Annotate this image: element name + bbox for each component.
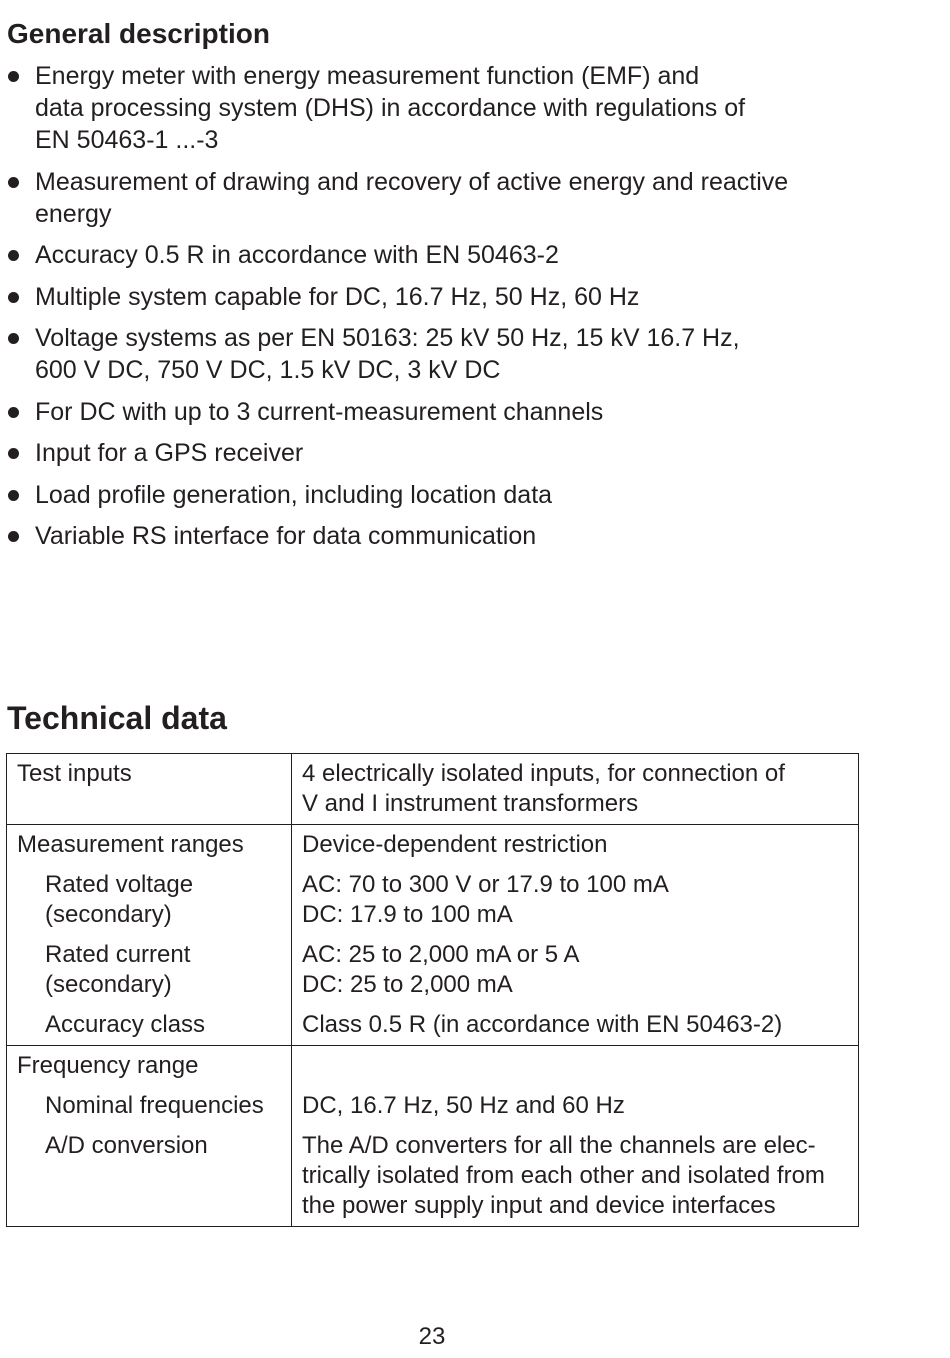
bullet-dot-icon [8,250,19,261]
bullet-dot-icon [8,448,19,459]
general-description-list [0,60,880,562]
row-value [302,830,848,860]
technical-data-table [6,753,859,1227]
page-number: 23 [418,1323,446,1350]
table-group [7,825,859,1046]
label-cell [7,754,292,825]
label-cell [7,825,292,1046]
label-line: Nominal frequencies [45,1092,264,1119]
label-line: (secondary) [45,901,172,928]
row-label [17,759,281,819]
bullet-text-line: Energy meter with energy measurement function (EMF) and [35,62,700,90]
bullet-dot-icon [8,177,19,188]
value-line: AC: 70 to 300 V or 17.9 to 100 mA [302,871,669,898]
value-line: trically isolated from each other and isolated from [302,1162,825,1189]
value-cell [292,1046,859,1227]
value-cell [292,754,859,825]
value-line: DC, 16.7 Hz, 50 Hz and 60 Hz [302,1092,625,1119]
value-line: Device-dependent restriction [302,831,608,858]
bullet-text-line: Measurement of drawing and recovery of active energy and reactive [35,167,789,196]
row-value [302,1051,848,1081]
bullet-dot-icon [8,407,19,418]
label-line [45,1161,281,1191]
row-value [302,940,848,1000]
table-group [7,754,859,825]
bullet-item [0,60,880,156]
bullet-item [0,437,880,469]
bullet-text-line: Multiple system capable for DC, 16.7 Hz, 50 Hz, 60 Hz [35,282,640,311]
label-line: Test inputs [17,760,132,787]
label-line: Accuracy class [45,1011,206,1038]
bullet-dot-icon [8,490,19,501]
bullet-text-line: For DC with up to 3 current-measurement channels [35,397,604,426]
bullet-dot-icon [8,292,19,303]
bullet-text-line: data processing system (DHS) in accordance with regulations of [35,94,746,122]
bullet-text-line: Voltage systems as per EN 50163: 25 kV 50 Hz, 15 kV 16.7 Hz, [35,324,740,352]
label-line: Rated current [45,941,191,968]
label-line: (secondary) [45,971,172,998]
table-row [7,825,859,1046]
table-row [7,754,859,825]
table-group [7,1046,859,1227]
label-line: A/D conversion [45,1132,208,1159]
bullet-text-line: Input for a GPS receiver [35,439,304,467]
bullet-text-line: EN 50463-1 ...-3 [35,126,219,154]
row-label [17,1010,281,1040]
value-line: V and I instrument transformers [302,790,639,817]
row-label [17,1131,281,1221]
row-value [302,759,848,819]
value-line: 4 electrically isolated inputs, for connection of [302,760,785,787]
row-label [17,830,281,860]
label-line: Frequency range [17,1052,199,1079]
bullet-dot-icon [8,531,19,542]
value-cell [292,825,859,1046]
bullet-item [0,520,880,552]
general-description-heading: General description [7,18,270,49]
label-line [17,789,281,819]
bullet-item [0,322,880,386]
label-cell [7,1046,292,1227]
bullet-text-line: energy [35,199,112,228]
bullet-item [0,281,880,313]
row-label [17,940,281,1000]
bullet-item [0,479,880,511]
value-line: The A/D converters for all the channels are elec- [302,1132,816,1159]
bullet-text-line: Accuracy 0.5 R in accordance with EN 50463-2 [35,241,559,269]
label-line: Rated voltage [45,871,194,898]
label-line [45,1191,281,1221]
bullet-dot-icon [8,333,19,344]
bullet-dot-icon [8,71,19,82]
table-row [7,1046,859,1227]
row-label [17,1051,281,1081]
label-line: Measurement ranges [17,831,244,858]
value-line: the power supply input and device interfaces [302,1192,776,1219]
row-value [302,870,848,930]
bullet-item [0,239,880,271]
row-value [302,1131,848,1221]
bullet-text-line: Variable RS interface for data communication [35,522,537,550]
value-line: Class 0.5 R (in accordance with EN 50463-2) [302,1011,783,1038]
technical-data-heading: Technical data [7,700,227,736]
bullet-item [0,166,880,230]
bullet-text-line: 600 V DC, 750 V DC, 1.5 kV DC, 3 kV DC [35,356,501,384]
row-value [302,1010,848,1040]
row-value [302,1091,848,1121]
value-line [302,1051,848,1081]
bullet-text-line: Load profile generation, including location data [35,480,553,509]
value-line: DC: 17.9 to 100 mA [302,901,513,928]
value-line: DC: 25 to 2,000 mA [302,971,513,998]
value-line: AC: 25 to 2,000 mA or 5 A [302,941,580,968]
row-label [17,1091,281,1121]
row-label [17,870,281,930]
bullet-item [0,396,880,428]
